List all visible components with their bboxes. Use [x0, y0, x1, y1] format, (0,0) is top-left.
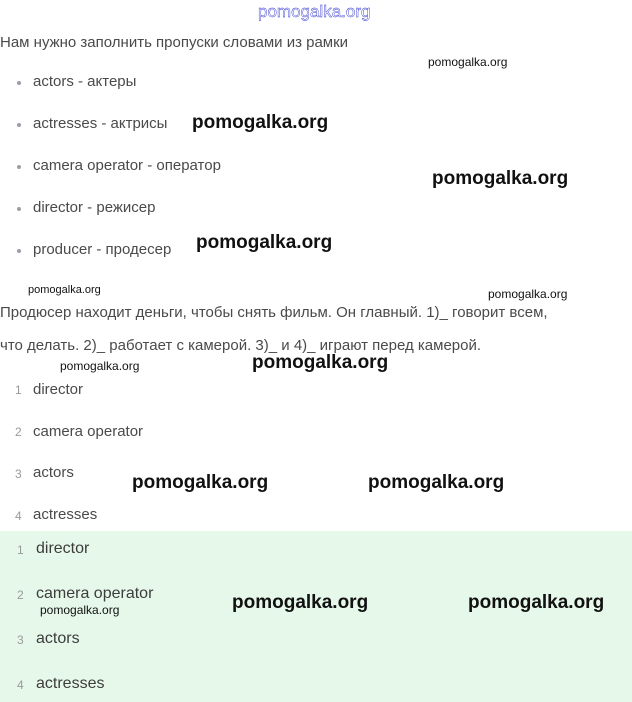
- answer-item: director: [33, 381, 84, 398]
- list-bullet: [17, 249, 21, 253]
- vocab-item: camera operator - оператор: [33, 157, 221, 174]
- watermark: pomogalka.org: [488, 287, 568, 301]
- watermark: pomogalka.org: [432, 168, 569, 189]
- list-number: 3: [15, 467, 22, 481]
- highlight-item: actors: [36, 630, 80, 647]
- intro-text: Нам нужно заполнить пропуски словами из рамки: [0, 34, 349, 51]
- watermark: pomogalka.org: [468, 592, 605, 613]
- answer-item: camera operator: [33, 423, 144, 440]
- list-number: 4: [15, 509, 22, 523]
- highlight-item: director: [36, 540, 90, 557]
- header-watermark: pomogalka.org: [258, 2, 371, 21]
- answer-item: actors: [33, 464, 74, 481]
- answer-item: actresses: [33, 506, 98, 523]
- highlight-item: actresses: [36, 675, 105, 692]
- list-number: 1: [15, 383, 22, 397]
- vocab-item: producer - продесер: [33, 241, 172, 258]
- watermark: pomogalka.org: [428, 55, 508, 69]
- vocab-item: actresses - актрисы: [33, 115, 168, 132]
- list-number: 3: [17, 633, 24, 647]
- list-bullet: [17, 81, 21, 85]
- highlight-item: camera operator: [36, 585, 154, 602]
- list-number: 2: [15, 425, 22, 439]
- list-bullet: [17, 165, 21, 169]
- watermark: pomogalka.org: [132, 472, 269, 493]
- task-text-line-2: что делать. 2)_ работает с камерой. 3)_ и 4)_ играют перед камерой.: [0, 337, 482, 354]
- vocab-item: director - режисер: [33, 199, 156, 216]
- watermark: pomogalka.org: [368, 472, 505, 493]
- list-number: 2: [17, 588, 24, 602]
- watermark: pomogalka.org: [60, 359, 140, 373]
- watermark: pomogalka.org: [192, 112, 329, 133]
- watermark: pomogalka.org: [232, 592, 369, 613]
- watermark: pomogalka.org: [40, 603, 120, 617]
- watermark: pomogalka.org: [252, 352, 389, 373]
- list-bullet: [17, 207, 21, 211]
- vocab-item: actors - актеры: [33, 73, 137, 90]
- list-number: 1: [17, 543, 24, 557]
- list-number: 4: [17, 678, 24, 692]
- list-bullet: [17, 123, 21, 127]
- watermark: pomogalka.org: [196, 232, 333, 253]
- task-text-line-1: Продюсер находит деньги, чтобы снять фильм. Он главный. 1)_ говорит всем,: [0, 304, 548, 321]
- watermark: pomogalka.org: [28, 284, 101, 296]
